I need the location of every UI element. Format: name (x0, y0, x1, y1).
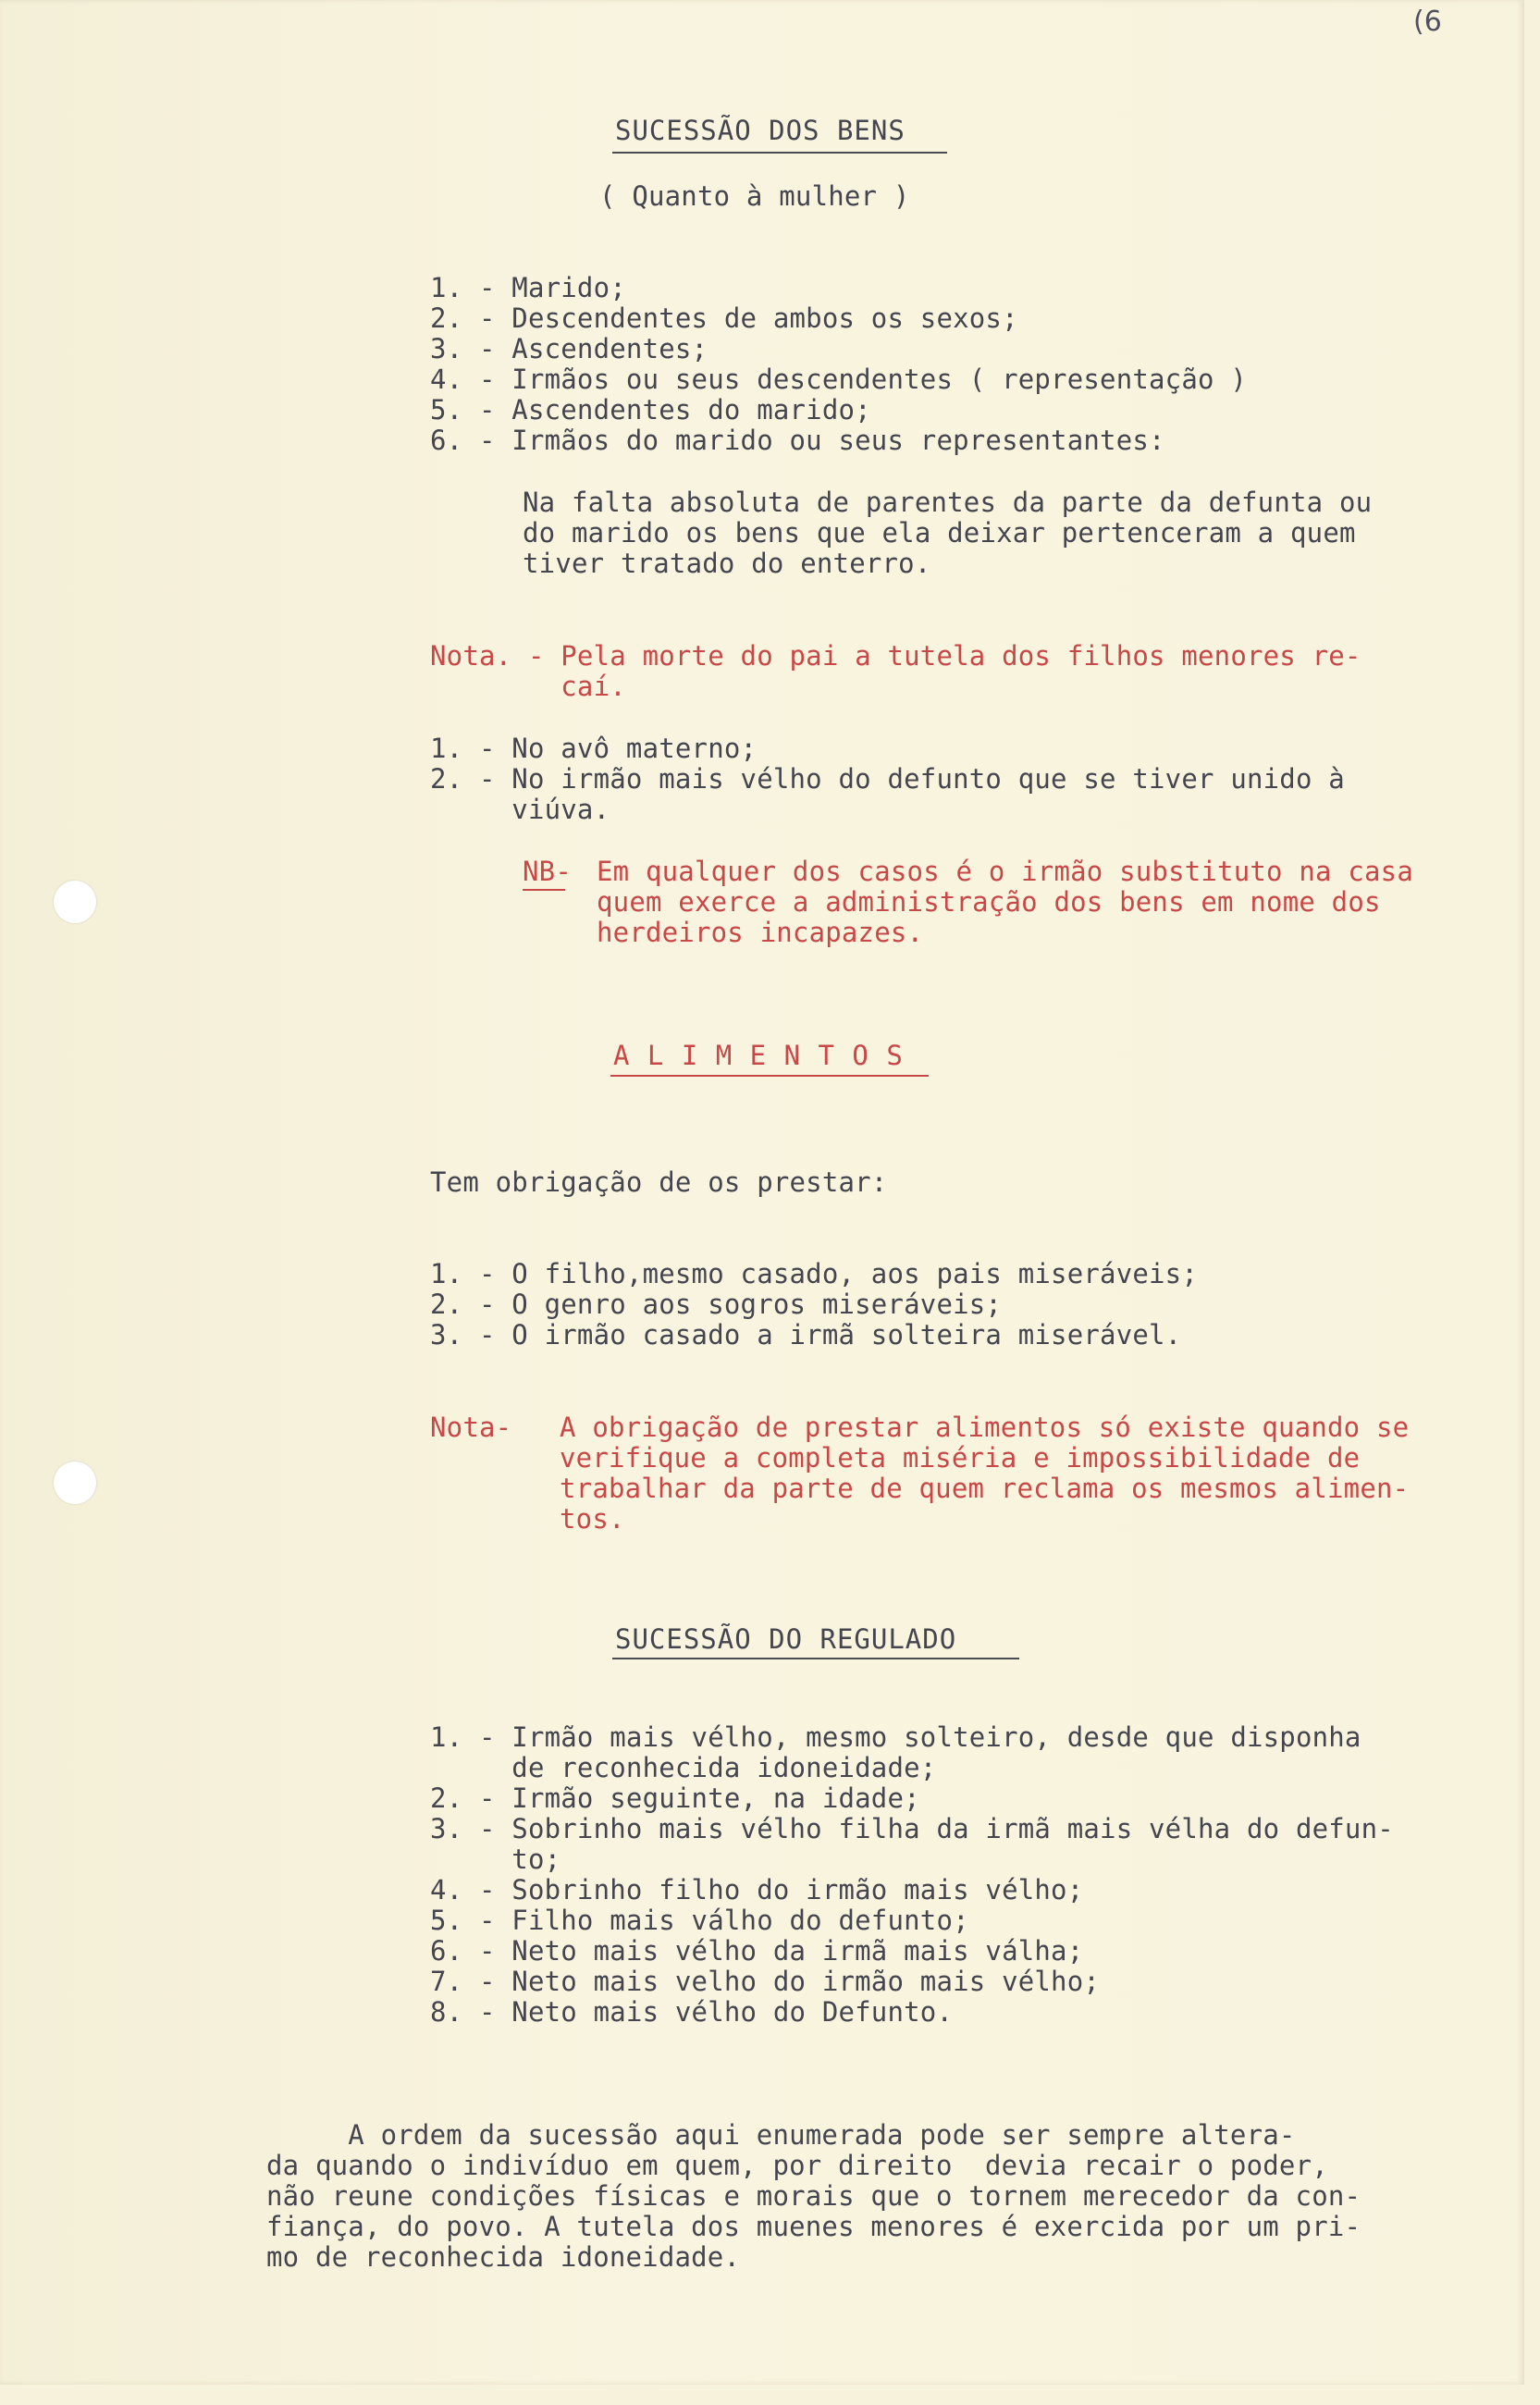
paragraph-line: Na falta absoluta de parentes da parte da defunta ou (523, 487, 1373, 518)
list-item: 2. - Descendentes de ambos os sexos; (430, 302, 1018, 334)
paragraph-line: tiver tratado do enterro. (523, 548, 931, 579)
nota-text-line: trabalhar da parte de quem reclama os mesmos alimen- (560, 1473, 1410, 1504)
list-item: 1. - O filho,mesmo casado, aos pais miseráveis; (430, 1258, 1198, 1289)
list-item: 7. - Neto mais velho do irmão mais vélho; (430, 1966, 1101, 1997)
punch-hole-top (54, 881, 96, 923)
closing-paragraph-line: da quando o indivíduo em quem, por direito devia recair o poder, (266, 2150, 1328, 2181)
title-underline (610, 1075, 929, 1077)
list-item: 3. - Sobrinho mais vélho filha da irmã mais vélha do defun- (430, 1813, 1394, 1844)
list-item: 2. - O genro aos sogros miseráveis; (430, 1289, 1003, 1320)
paragraph-line: do marido os bens que ela deixar pertenceram a quem (523, 517, 1356, 549)
title-underline (612, 1658, 1019, 1659)
nb-label: NB- (523, 856, 572, 887)
nota-line: Nota. - Pela morte do pai a tutela dos filhos menores re- (430, 640, 1361, 672)
title-underline (612, 152, 947, 154)
nota-label: Nota- (430, 1412, 512, 1443)
closing-paragraph-line: não reune condições físicas e morais que o tornem merecedor da con- (266, 2180, 1361, 2212)
nota-text-line: A obrigação de prestar alimentos só existe quando se (560, 1412, 1410, 1443)
section-title-alimentos: A L I M E N T O S (613, 1040, 904, 1071)
list-item: 1. - Irmão mais vélho, mesmo solteiro, desde que disponha (430, 1721, 1361, 1753)
nb-text-line: quem exerce a administração dos bens em nome dos (597, 886, 1381, 918)
nb-underline (523, 889, 565, 891)
nb-text-line: herdeiros incapazes. (597, 917, 924, 948)
list-item: to; (430, 1844, 561, 1875)
list-item: 8. - Neto mais vélho do Defunto. (430, 1996, 954, 2028)
section-title-sucessao-regulado: SUCESSÃO DO REGULADO (615, 1623, 957, 1655)
closing-paragraph-line: mo de reconhecida idoneidade. (266, 2241, 741, 2273)
nota-text-line: tos. (560, 1503, 625, 1535)
nota-line: caí. (430, 671, 626, 702)
punch-hole-bottom (54, 1462, 96, 1504)
nota-list-item: viúva. (430, 794, 610, 825)
nota-text-line: verifique a completa miséria e impossibilidade de (560, 1442, 1361, 1474)
list-item: 4. - Irmãos ou seus descendentes ( representação ) (430, 364, 1247, 395)
list-item: 6. - Neto mais vélho da irmã mais válha; (430, 1935, 1084, 1967)
section-intro: Tem obrigação de os prestar: (430, 1166, 888, 1198)
closing-paragraph-line: fiança, do povo. A tutela dos muenes menores é exercida por um pri- (266, 2211, 1361, 2242)
list-item: 4. - Sobrinho filho do irmão mais vélho; (430, 1874, 1084, 1906)
list-item: 3. - Ascendentes; (430, 333, 708, 364)
nota-list-item: 1. - No avô materno; (430, 733, 758, 764)
list-item: de reconhecida idoneidade; (430, 1752, 937, 1783)
closing-paragraph-line: A ordem da sucessão aqui enumerada pode ser sempre altera- (266, 2119, 1296, 2151)
section-title-sucessao-bens: SUCESSÃO DOS BENS (615, 115, 906, 146)
list-item: 1. - Marido; (430, 272, 626, 303)
page-number: (6 (1413, 6, 1442, 38)
list-item: 5. - Filho mais válho do defunto; (430, 1905, 969, 1936)
list-item: 6. - Irmãos do marido ou seus representantes: (430, 425, 1165, 456)
section-subtitle: ( Quanto à mulher ) (599, 180, 910, 212)
list-item: 3. - O irmão casado a irmã solteira miserável. (430, 1319, 1182, 1350)
nb-text-line: Em qualquer dos casos é o irmão substituto na casa (597, 856, 1413, 887)
list-item: 5. - Ascendentes do marido; (430, 394, 871, 426)
list-item: 2. - Irmão seguinte, na idade; (430, 1782, 920, 1814)
nota-list-item: 2. - No irmão mais vélho do defunto que se tiver unido à (430, 763, 1345, 795)
